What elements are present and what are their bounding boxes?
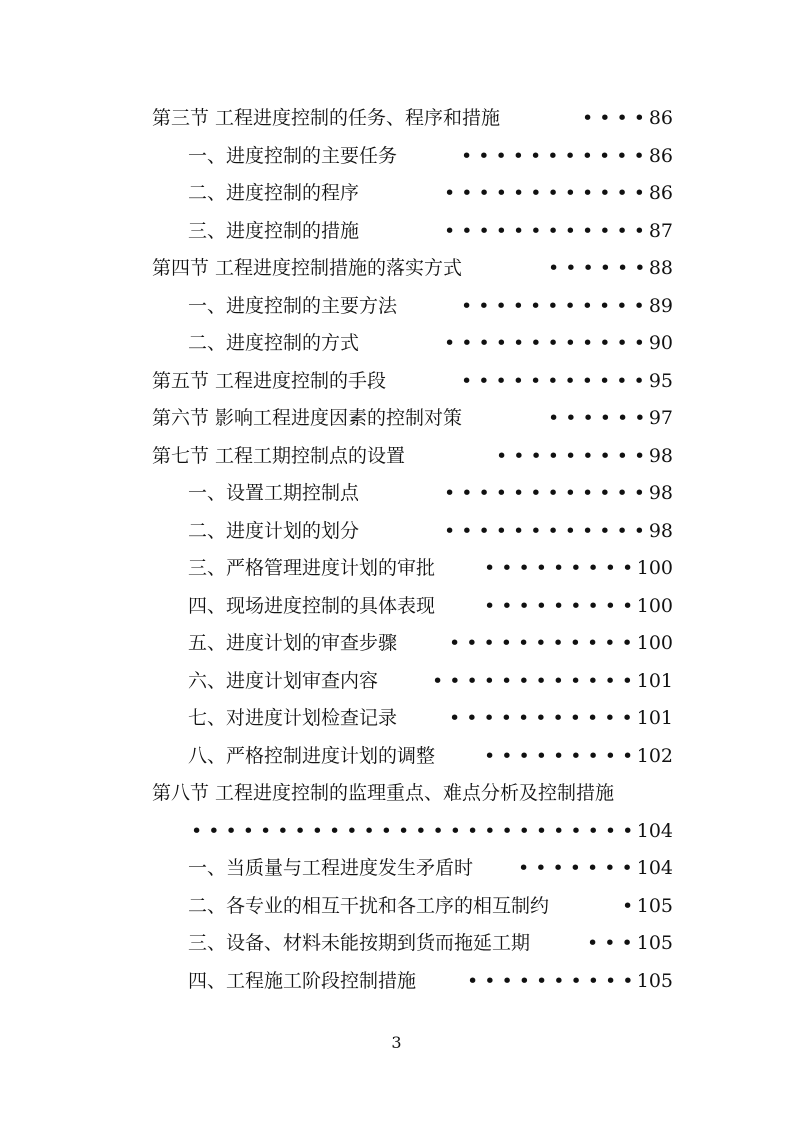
toc-entry[interactable]	[0, 888, 793, 926]
toc-dot-leader: • • • • • • • • • • •	[449, 632, 633, 654]
toc-dot-leader: • • • • • • • • •	[484, 594, 634, 617]
toc-dot-leader: • • • • • • • • • • • •	[444, 482, 645, 504]
toc-entry[interactable]	[0, 663, 793, 701]
toc-entry-title: 七、对进度计划检查记录	[188, 707, 398, 729]
toc-dot-leader: • • • • • • • • • • •	[449, 707, 633, 729]
toc-entry[interactable]	[0, 213, 793, 251]
toc-dot-leader: • • • • • • • • • • • •	[444, 332, 645, 354]
toc-entry[interactable]	[0, 100, 793, 138]
toc-dot-leader: • • • • • • • • • •	[467, 969, 634, 992]
toc-page-number: 86	[648, 107, 673, 129]
toc-entry-title: 一、进度控制的主要方法	[188, 294, 398, 317]
toc-page-number: 101	[636, 707, 673, 729]
toc-entry[interactable]	[0, 475, 793, 513]
toc-entry[interactable]	[0, 813, 793, 851]
toc-entry[interactable]	[0, 738, 793, 776]
toc-page-number: 100	[636, 557, 673, 579]
toc-entry-title: 四、工程施工阶段控制措施	[188, 969, 417, 992]
toc-page-number: 104	[636, 819, 673, 842]
toc-entry-title: 一、当质量与工程进度发生矛盾时	[188, 857, 474, 879]
toc-dot-leader: • • • • • • • • • • • • • • • • • • • • • • • • • •	[191, 819, 634, 842]
toc-entry[interactable]	[0, 400, 793, 438]
toc-entry[interactable]	[0, 550, 793, 588]
toc-dot-leader: • • • • • • • • • • •	[461, 144, 645, 167]
toc-entry-title: 第三节 工程进度控制的任务、程序和措施	[152, 107, 501, 129]
toc-dot-leader: •	[622, 894, 634, 917]
toc-page-number: 104	[636, 857, 673, 879]
toc-entry[interactable]	[0, 925, 793, 963]
toc-dot-leader: • • • • • • • • • • • •	[432, 669, 633, 692]
toc-entry-title: 二、各专业的相互干扰和各工序的相互制约	[188, 894, 550, 917]
toc-dot-leader: • • • • • • • • • • • •	[444, 219, 645, 242]
toc-dot-leader: • • • • • • • • • • • •	[444, 519, 645, 542]
toc-page-number: 98	[648, 444, 673, 467]
toc-entry[interactable]	[0, 850, 793, 888]
toc-entry-title: 八、严格控制进度计划的调整	[188, 744, 436, 767]
toc-dot-leader: • • •	[587, 932, 633, 954]
toc-entry-title: 一、进度控制的主要任务	[188, 144, 398, 167]
toc-dot-leader: • • • • • • • • • • • •	[444, 182, 645, 204]
toc-entry-title: 第七节 工程工期控制点的设置	[152, 444, 406, 467]
toc-entry[interactable]	[0, 625, 793, 663]
toc-page-number: 88	[648, 257, 673, 279]
toc-entry-title: 二、进度控制的程序	[188, 182, 360, 204]
toc-entry[interactable]	[0, 700, 793, 738]
toc-entry-title: 一、设置工期控制点	[188, 482, 360, 504]
toc-page-number: 95	[648, 369, 673, 392]
toc-page-number: 105	[636, 932, 673, 954]
toc-entry-title: 三、设备、材料未能按期到货而拖延工期	[188, 932, 531, 954]
toc-entry-title: 四、现场进度控制的具体表现	[188, 594, 436, 617]
toc-entry-title: 三、进度控制的措施	[188, 219, 360, 242]
toc-entry[interactable]	[0, 250, 793, 288]
toc-dot-leader: • • • • • •	[548, 257, 646, 279]
toc-dot-leader: • • • • • • •	[518, 857, 633, 879]
toc-dot-leader: • • • • • • • • • • •	[461, 369, 645, 392]
toc-page-number: 98	[648, 482, 673, 504]
toc-page-number: 86	[648, 182, 673, 204]
toc-page-number: 87	[648, 219, 673, 242]
toc-dot-leader: • • • •	[582, 107, 645, 129]
toc-page-number: 98	[648, 519, 673, 542]
toc-entry[interactable]	[0, 438, 793, 476]
toc-dot-leader: • • • • • • • • •	[496, 444, 646, 467]
toc-entry[interactable]	[0, 325, 793, 363]
toc-page-number: 105	[636, 969, 673, 992]
toc-entry-title: 第五节 工程进度控制的手段	[152, 369, 387, 392]
toc-entry[interactable]	[0, 775, 793, 813]
toc-entry-title: 第六节 影响工程进度因素的控制对策	[152, 407, 463, 429]
toc-dot-leader: • • • • • • • • •	[484, 557, 634, 579]
toc-entry-title: 第八节 工程进度控制的监理重点、难点分析及控制措施	[152, 782, 615, 804]
toc-entry[interactable]	[0, 288, 793, 326]
toc-entry[interactable]	[0, 963, 793, 1001]
toc-entry-title: 第四节 工程进度控制措施的落实方式	[152, 257, 463, 279]
toc-entry-title: 五、进度计划的审查步骤	[188, 632, 398, 654]
toc-entry[interactable]	[0, 138, 793, 176]
toc-page-number: 101	[636, 669, 673, 692]
toc-dot-leader: • • • • • •	[548, 407, 646, 429]
toc-entry-title: 二、进度计划的划分	[188, 519, 360, 542]
toc-page-number: 89	[648, 294, 673, 317]
toc-page-number: 102	[636, 744, 673, 767]
toc-entry-title: 三、严格管理进度计划的审批	[188, 557, 436, 579]
toc-entry[interactable]	[0, 588, 793, 626]
toc-page-number: 97	[648, 407, 673, 429]
toc-entry[interactable]	[0, 513, 793, 551]
table-of-contents	[0, 100, 793, 1000]
toc-dot-leader: • • • • • • • • • • •	[461, 294, 645, 317]
toc-page-number: 100	[636, 632, 673, 654]
toc-entry[interactable]	[0, 175, 793, 213]
toc-page-number: 100	[636, 594, 673, 617]
toc-entry-title: 二、进度控制的方式	[188, 332, 360, 354]
toc-entry[interactable]	[0, 363, 793, 401]
toc-page-number: 90	[648, 332, 673, 354]
toc-page-number: 105	[636, 894, 673, 917]
page-number: 3	[391, 1033, 402, 1052]
toc-entry-title: 六、进度计划审查内容	[188, 669, 379, 692]
toc-dot-leader: • • • • • • • • •	[484, 744, 634, 767]
toc-page-number: 86	[648, 144, 673, 167]
